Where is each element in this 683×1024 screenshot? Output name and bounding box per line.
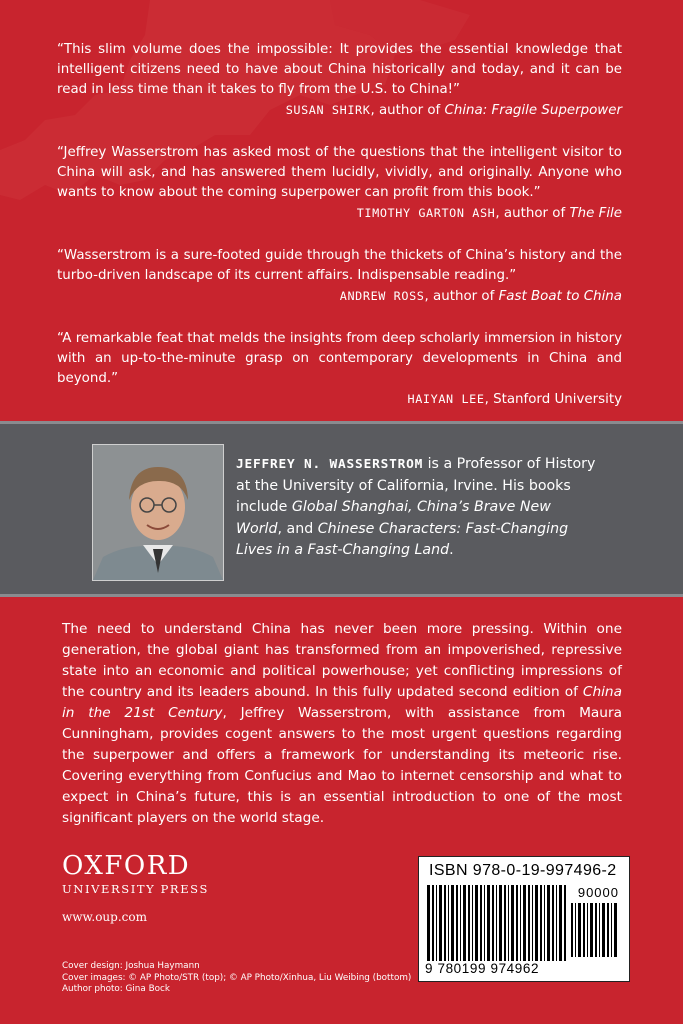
barcode-digits: 9 780199 974962	[425, 961, 540, 976]
barcode-bars	[427, 885, 569, 961]
description-text: The need to understand China has never been more pressing. Within one generation, the global giant has transformed from an impoverished, repressive state into an economic and political powerhouse; yet conflicting impressions of the country and its leaders abound. In this fully updated second edition of	[62, 621, 622, 700]
author-name: JEFFREY N. WASSERSTROM	[236, 457, 424, 472]
publisher-sub: UNIVERSITY PRESS	[62, 882, 209, 896]
quote-connector: , Stanford University	[484, 392, 622, 407]
description-text: , Jeffrey Wasserstrom, with assistance from Maura Cunningham, provides cogent answers to the most urgent questions regarding the superpower and offers a framework for understanding its meteoric rise. Covering everything from Confucius and Mao to internet censorship and what to expect in China’s future, this is an essential introduction to one of the most significant players on the world stage.	[62, 705, 622, 826]
publisher-url: www.oup.com	[62, 910, 147, 924]
publisher-name: OXFORD	[62, 851, 191, 881]
quote-text: “Wasserstrom is a sure-footed guide through the thickets of China’s history and the turbo-driven landscape of its current affairs. Indispensable reading.”	[57, 248, 622, 283]
credit-line: Author photo: Gina Bock	[62, 984, 170, 994]
quote-connector: , author of	[495, 206, 570, 221]
quote-connector: , author of	[424, 289, 499, 304]
author-bio	[236, 454, 596, 562]
quote-text: “A remarkable feat that melds the insights from deep scholarly immersion in history with an up-to-the-minute grasp on contemporary developments in China and beyond.”	[57, 331, 622, 386]
quote-attribution	[57, 100, 622, 121]
quote-author: TIMOTHY GARTON ASH	[356, 206, 496, 220]
endorsement-4	[57, 329, 622, 410]
quote-author: ANDREW ROSS	[339, 289, 425, 303]
endorsement-1	[57, 40, 622, 121]
endorsement-3	[57, 246, 622, 307]
bio-book-2: Chinese Characters: Fast-Changing Lives in a Fast-Changing Land	[236, 520, 569, 558]
quote-attribution	[57, 389, 622, 410]
book-description	[62, 619, 622, 829]
isbn-number: ISBN 978-0-19-997496-2	[429, 862, 617, 879]
endorsement-2	[57, 143, 622, 224]
addon-bars	[571, 903, 619, 957]
quote-connector: , author of	[370, 103, 445, 118]
endorsements	[57, 40, 622, 432]
bio-text: , and	[277, 520, 318, 537]
publisher-logo	[62, 852, 209, 896]
author-photo	[92, 444, 224, 581]
bio-text: is a Professor of History at the University of California, Irvine. His books include	[236, 456, 596, 515]
quote-author: SUSAN SHIRK	[285, 103, 371, 117]
quote-author: HAIYAN LEE	[407, 392, 485, 406]
quote-work: The File	[569, 206, 622, 221]
quote-work: China: Fragile Superpower	[444, 103, 622, 118]
cover-credits	[62, 961, 411, 996]
bio-text: .	[449, 542, 454, 558]
quote-text: “This slim volume does the impossible: It provides the essential knowledge that intelligent citizens need to have about China historically and today, and it can be read in less time than it takes to fly from the U.S. to China!”	[57, 42, 622, 97]
credit-line: Cover design: Joshua Haymann	[62, 961, 200, 971]
quote-attribution	[57, 203, 622, 224]
author-portrait-image	[93, 445, 223, 580]
description-title: China in the 21st Century	[62, 684, 622, 721]
quote-work: Fast Boat to China	[498, 289, 622, 304]
barcode-addon: 90000	[577, 885, 619, 900]
credit-line: Cover images: © AP Photo/STR (top); © AP Photo/Xinhua, Liu Weibing (bottom)	[62, 972, 412, 983]
quote-attribution	[57, 286, 622, 307]
author-band	[0, 421, 683, 597]
isbn-barcode	[418, 856, 630, 982]
bio-book-1: Global Shanghai, China’s Brave New World	[236, 499, 551, 537]
quote-text: “Jeffrey Wasserstrom has asked most of the questions that the intelligent visitor to China will ask, and has answered them lucidly, vividly, and originally. Anyone who wants to know about the coming superpower can profit from this book.”	[57, 145, 622, 200]
